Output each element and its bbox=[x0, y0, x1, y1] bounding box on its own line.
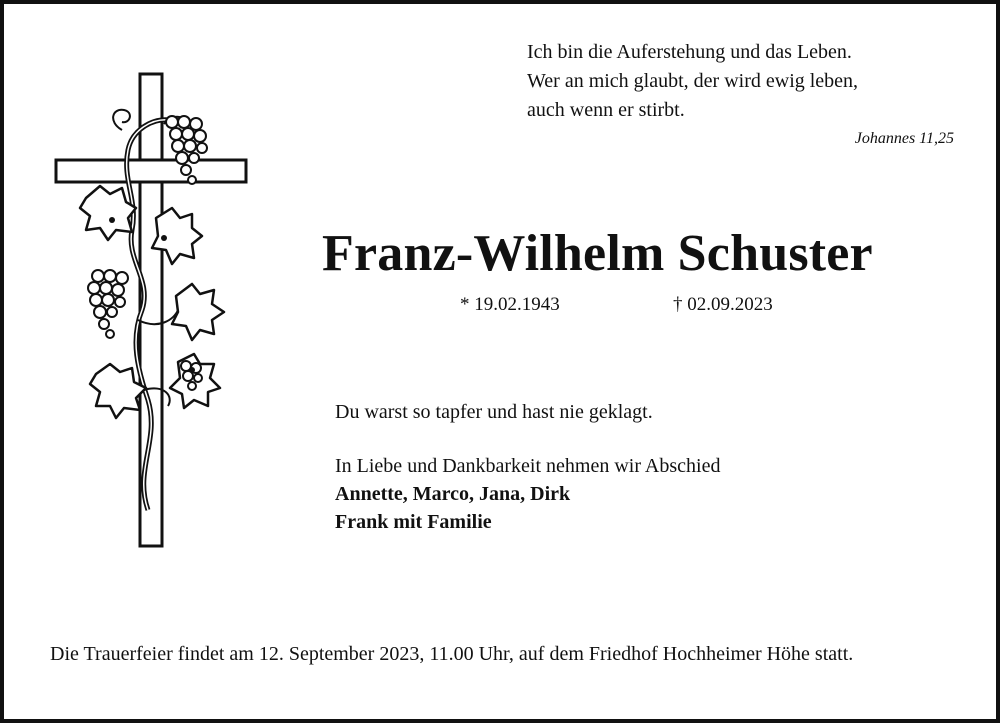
birth-date: * 19.02.1943 bbox=[460, 294, 560, 315]
mourners-block bbox=[335, 452, 955, 536]
quote-line: Wer an mich glaubt, der wird ewig leben, bbox=[527, 70, 859, 92]
death-date: † 02.09.2023 bbox=[673, 294, 773, 315]
farewell-message: Du warst so tapfer und hast nie geklagt. bbox=[335, 401, 653, 423]
bible-quote bbox=[527, 38, 967, 125]
quote-line: auch wenn er stirbt. bbox=[527, 99, 685, 121]
mourners-names: Annette, Marco, Jana, Dirk bbox=[335, 483, 571, 505]
ceremony-announcement: Die Trauerfeier findet am 12. September 2023, 11.00 Uhr, auf dem Friedhof Hochheimer Höhe statt. bbox=[50, 643, 854, 665]
mourners-intro: In Liebe und Dankbarkeit nehmen wir Abschied bbox=[335, 455, 721, 477]
cross-with-grapevine-icon bbox=[52, 70, 252, 550]
quote-reference: Johannes 11,25 bbox=[854, 130, 954, 147]
deceased-name: Franz-Wilhelm Schuster bbox=[322, 225, 873, 282]
mourners-names: Frank mit Familie bbox=[335, 511, 492, 533]
quote-line: Ich bin die Auferstehung und das Leben. bbox=[527, 41, 852, 63]
